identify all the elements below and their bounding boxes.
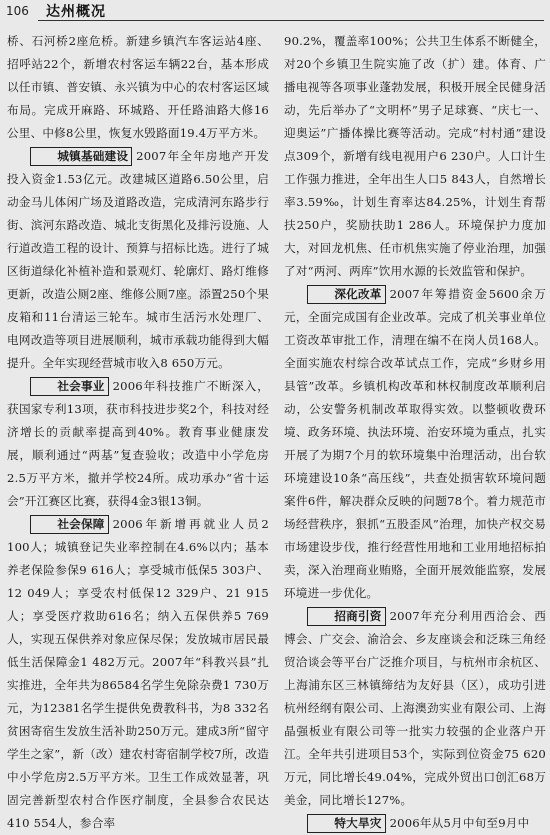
header-rule: [38, 20, 544, 21]
left-column: [7, 30, 269, 835]
paragraph-investment: 2007年充分利用西洽会、西博会、广交会、渝洽会、乡友座谈会和泛珠三角经贸洽谈会等平台广泛推介项目，与杭州市余杭区、上海浦东区三林镇缔结为友好县（区），成功引进杭州经纲有限公司、上海澳劲实业有限公司、上海晶强板业有限公司等一批实力较强的企业落户开江。全年共引进项目53个，实际到位资金75 620万元，同比增长49.04%，完成外贸出口创汇68万美金，同比增长127%。: [284, 609, 546, 807]
paragraph-drought: 2006年从5月中旬至9月中: [389, 816, 530, 830]
section-tag-reform: 深化改革: [307, 285, 385, 304]
section-tag-drought: 特大旱灾: [307, 814, 385, 833]
section-social-security: [7, 513, 269, 835]
right-column: [284, 30, 546, 835]
section-tag-social: 社会事业: [30, 377, 108, 396]
page-number: 106: [6, 4, 29, 18]
page-header: [6, 0, 544, 22]
section-reform: [284, 283, 546, 605]
paragraph-transport: 桥、石河桥2座危桥。新建乡镇汽车客运站4座、招呼站22个，新增农村客运车辆22台，基本形成以任市镇、普安镇、永兴镇为中心的农村客运区域布局。完成开麻路、环城路、开任路油路大修16公里、中修8公里，恢复水毁路面19.4万平方米。: [7, 34, 269, 140]
section-drought: [284, 812, 546, 835]
paragraph-reform: 2007年筹措资金5600余万元，全面完成国有企业改革。完成了机关事业单位工资改革审批工作，清理在编不在岗人员168人。全面实施农村综合改革试点工作，完成“乡财乡用县管”改革。乡镇机构改革和林权制度改革顺利启动，公安警务机制改革取得实效。以整顿收费环境、政务环境、执法环境、治安环境为重点，扎实开展了为期7个月的软环境集中治理活动，出台软环境建设10条“高压线”，共查处损害软环境问题案件6件，解决群众反映的问题78个。着力规范市场经营秩序，狠抓“五股歪风”治理，加快产权交易市场建设步伐，推行经营性用地和工业用地招标拍卖，深入治理商业贿赂，全面开展效能监察，发展环境进一步优化。: [284, 287, 546, 600]
paragraph-security: 2006年新增再就业人员2 100人；城镇登记失业率控制在4.6%以内；基本养老保险参保9 616人；享受城市低保5 303户、12 049人；享受农村低保12 329户、21 915人；享受医疗救助616名；纳入五保供养5 769人，实现五保供养对象应保尽保；发放城市居民最低生活保障金1 482万元。2007年“科教兴县”扎实推进，全年共为86584名学生免除杂费1 730万元，为12381名学生提供免费教科书，为8 332名贫困寄宿生发放生活补助250万元。建成3所“留守学生之家”，新（改）建农村寄宿制学校7所，改造中小学危房2.5万平方米。卫生工作成效显著，巩固完善新型农村合作医疗制度，全县参合农民达410 554人，参合率: [7, 517, 269, 830]
section-tag-invest: 招商引资: [307, 607, 385, 626]
section-social-affairs: [7, 375, 269, 513]
section-tag-urban: 城镇基础建设: [30, 147, 132, 166]
section-urban-construction: [7, 145, 269, 375]
paragraph-urban: 2007年全年房地产开发投入资金1.53亿元。改建城区道路6.50公里，启动金马儿体闲广场及道路改造，完成清河东路步行街、滨河东路改造、城北支街黑化及排污设施、人行道改造工程的设计、预算与招标比选。进行了城区街道绿化补植补造和景观灯、轮廓灯、路灯维修更新，改造公厕2座、维修公厕7座。添置250个果皮箱和11台清运三轮车。城市生活污水处理厂、电网改造等项目进展顺利，城市承载功能得到大幅提升。全年实现经营城市收入8 650万元。: [7, 149, 269, 370]
paragraph-social: 2006年科技推广不断深入，获国家专利13项，获市科技进步奖2个，科技对经济增长的贡献率提高到40%。教育事业健康发展，顺利通过“两基”复查验收；改造中小学危房2.5万平方米，撤并学校24所。成功承办“省十运会”开江赛区比赛，获得4金3银13铜。: [7, 379, 269, 508]
running-title: 达州概况: [46, 4, 106, 20]
paragraph-health-culture: 90.2%，覆盖率100%；公共卫生体系不断健全，对20个乡镇卫生院实施了改（扩）建。体育、广播电视等各项事业蓬勃发展，积极开展全民健身活动，先后举办了“文明杯”男子足球赛、“庆七一、迎奥运”广播体操比赛等活动。完成“村村通”建设点309个，新增有线电视用户6 230户。人口计生工作强力推进，全年出生人口5 843人，自然增长率3.59‰，计划生育率达84.25%，计划生育帮扶250户，奖励扶助1 286人。环境保护力度加大，对回龙机焦、任市机焦实施了停业治理，加强了对“两河、两库”饮用水源的长效监管和保护。: [284, 34, 546, 278]
section-tag-security: 社会保障: [30, 515, 108, 534]
section-investment: [284, 605, 546, 812]
